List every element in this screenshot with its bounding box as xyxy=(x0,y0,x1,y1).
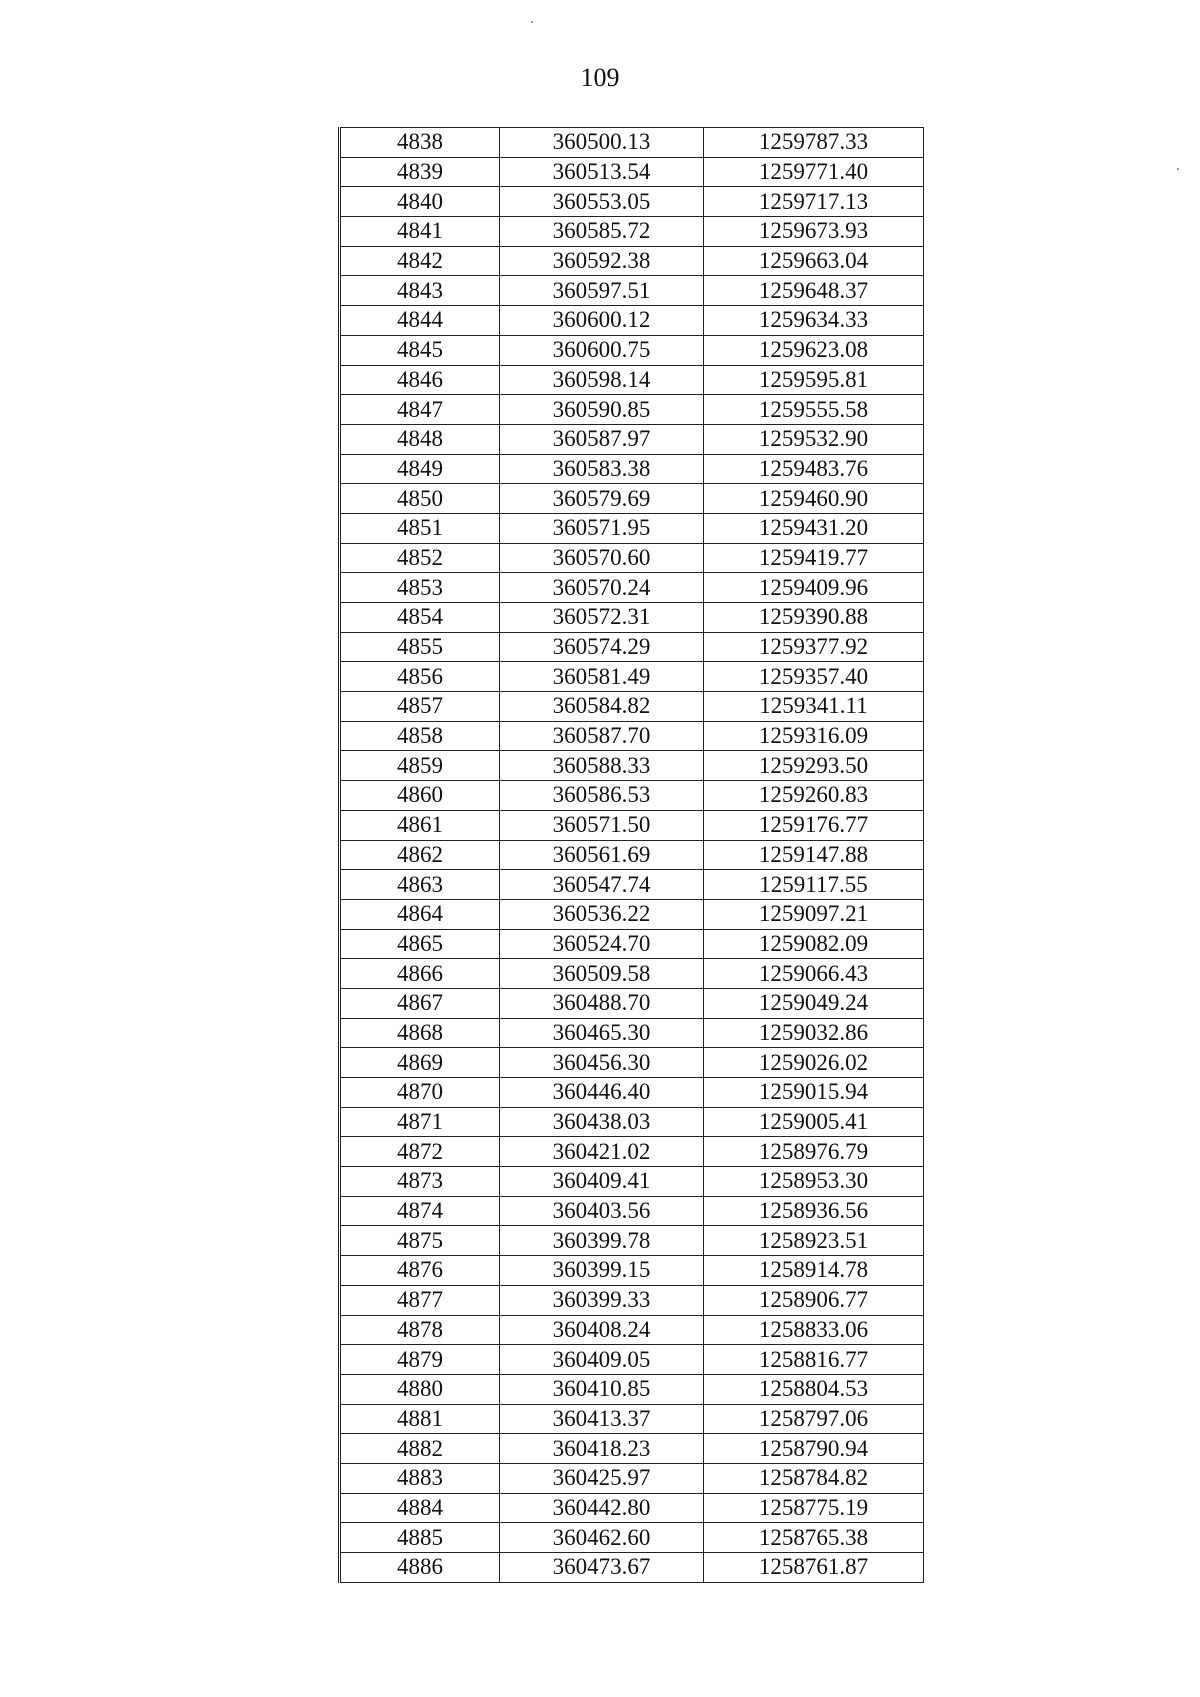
table-row xyxy=(340,187,924,217)
x-coordinate-cell: 360462.60 xyxy=(500,1523,704,1553)
table-row xyxy=(340,217,924,247)
y-coordinate-cell: 1258790.94 xyxy=(704,1434,924,1464)
point-number-cell: 4854 xyxy=(340,603,500,633)
coordinates-table xyxy=(338,127,924,1583)
x-coordinate-cell: 360399.78 xyxy=(500,1226,704,1256)
table-row xyxy=(340,1018,924,1048)
y-coordinate-cell: 1258976.79 xyxy=(704,1137,924,1167)
point-number-cell: 4869 xyxy=(340,1048,500,1078)
y-coordinate-cell: 1259460.90 xyxy=(704,484,924,514)
point-number-cell: 4857 xyxy=(340,692,500,722)
x-coordinate-cell: 360571.95 xyxy=(500,513,704,543)
y-coordinate-cell: 1259555.58 xyxy=(704,395,924,425)
x-coordinate-cell: 360600.12 xyxy=(500,306,704,336)
table-row xyxy=(340,1463,924,1493)
point-number-cell: 4865 xyxy=(340,929,500,959)
x-coordinate-cell: 360513.54 xyxy=(500,157,704,187)
point-number-cell: 4845 xyxy=(340,335,500,365)
y-coordinate-cell: 1258906.77 xyxy=(704,1285,924,1315)
x-coordinate-cell: 360586.53 xyxy=(500,781,704,811)
table-row xyxy=(340,692,924,722)
table-row xyxy=(340,1196,924,1226)
point-number-cell: 4874 xyxy=(340,1196,500,1226)
x-coordinate-cell: 360570.24 xyxy=(500,573,704,603)
y-coordinate-cell: 1258775.19 xyxy=(704,1493,924,1523)
point-number-cell: 4882 xyxy=(340,1434,500,1464)
point-number-cell: 4870 xyxy=(340,1078,500,1108)
point-number-cell: 4875 xyxy=(340,1226,500,1256)
x-coordinate-cell: 360473.67 xyxy=(500,1553,704,1583)
y-coordinate-cell: 1259082.09 xyxy=(704,929,924,959)
y-coordinate-cell: 1259673.93 xyxy=(704,217,924,247)
x-coordinate-cell: 360547.74 xyxy=(500,870,704,900)
point-number-cell: 4856 xyxy=(340,662,500,692)
table-row xyxy=(340,395,924,425)
table-row xyxy=(340,1167,924,1197)
x-coordinate-cell: 360413.37 xyxy=(500,1404,704,1434)
y-coordinate-cell: 1259049.24 xyxy=(704,988,924,1018)
y-coordinate-cell: 1259390.88 xyxy=(704,603,924,633)
x-coordinate-cell: 360598.14 xyxy=(500,365,704,395)
x-coordinate-cell: 360600.75 xyxy=(500,335,704,365)
point-number-cell: 4868 xyxy=(340,1018,500,1048)
x-coordinate-cell: 360409.41 xyxy=(500,1167,704,1197)
x-coordinate-cell: 360587.97 xyxy=(500,424,704,454)
x-coordinate-cell: 360399.33 xyxy=(500,1285,704,1315)
point-number-cell: 4843 xyxy=(340,276,500,306)
table-row xyxy=(340,276,924,306)
table-row xyxy=(340,1404,924,1434)
point-number-cell: 4860 xyxy=(340,781,500,811)
x-coordinate-cell: 360571.50 xyxy=(500,810,704,840)
point-number-cell: 4867 xyxy=(340,988,500,1018)
y-coordinate-cell: 1259483.76 xyxy=(704,454,924,484)
x-coordinate-cell: 360409.05 xyxy=(500,1345,704,1375)
y-coordinate-cell: 1259431.20 xyxy=(704,513,924,543)
x-coordinate-cell: 360581.49 xyxy=(500,662,704,692)
point-number-cell: 4849 xyxy=(340,454,500,484)
x-coordinate-cell: 360488.70 xyxy=(500,988,704,1018)
y-coordinate-cell: 1259419.77 xyxy=(704,543,924,573)
x-coordinate-cell: 360399.15 xyxy=(500,1256,704,1286)
table-row xyxy=(340,335,924,365)
point-number-cell: 4877 xyxy=(340,1285,500,1315)
x-coordinate-cell: 360561.69 xyxy=(500,840,704,870)
point-number-cell: 4851 xyxy=(340,513,500,543)
x-coordinate-cell: 360408.24 xyxy=(500,1315,704,1345)
table-row xyxy=(340,1256,924,1286)
y-coordinate-cell: 1259005.41 xyxy=(704,1107,924,1137)
table-row xyxy=(340,1107,924,1137)
table-row xyxy=(340,959,924,989)
scan-speck xyxy=(1177,168,1179,170)
y-coordinate-cell: 1259787.33 xyxy=(704,128,924,158)
point-number-cell: 4866 xyxy=(340,959,500,989)
y-coordinate-cell: 1258953.30 xyxy=(704,1167,924,1197)
y-coordinate-cell: 1259026.02 xyxy=(704,1048,924,1078)
table-row xyxy=(340,988,924,1018)
x-coordinate-cell: 360418.23 xyxy=(500,1434,704,1464)
x-coordinate-cell: 360588.33 xyxy=(500,751,704,781)
y-coordinate-cell: 1259409.96 xyxy=(704,573,924,603)
x-coordinate-cell: 360456.30 xyxy=(500,1048,704,1078)
x-coordinate-cell: 360553.05 xyxy=(500,187,704,217)
x-coordinate-cell: 360421.02 xyxy=(500,1137,704,1167)
point-number-cell: 4881 xyxy=(340,1404,500,1434)
x-coordinate-cell: 360583.38 xyxy=(500,454,704,484)
table-row xyxy=(340,1048,924,1078)
point-number-cell: 4884 xyxy=(340,1493,500,1523)
point-number-cell: 4872 xyxy=(340,1137,500,1167)
scan-speck xyxy=(531,21,533,23)
x-coordinate-cell: 360509.58 xyxy=(500,959,704,989)
coordinates-table-body xyxy=(340,128,924,1583)
y-coordinate-cell: 1259595.81 xyxy=(704,365,924,395)
point-number-cell: 4878 xyxy=(340,1315,500,1345)
y-coordinate-cell: 1259316.09 xyxy=(704,721,924,751)
table-row xyxy=(340,1553,924,1583)
table-row xyxy=(340,870,924,900)
table-row xyxy=(340,929,924,959)
x-coordinate-cell: 360536.22 xyxy=(500,899,704,929)
table-row xyxy=(340,721,924,751)
x-coordinate-cell: 360410.85 xyxy=(500,1374,704,1404)
y-coordinate-cell: 1258833.06 xyxy=(704,1315,924,1345)
table-row xyxy=(340,1315,924,1345)
x-coordinate-cell: 360403.56 xyxy=(500,1196,704,1226)
table-row xyxy=(340,128,924,158)
point-number-cell: 4862 xyxy=(340,840,500,870)
table-row xyxy=(340,781,924,811)
point-number-cell: 4853 xyxy=(340,573,500,603)
table-row xyxy=(340,306,924,336)
point-number-cell: 4886 xyxy=(340,1553,500,1583)
table-row xyxy=(340,1523,924,1553)
point-number-cell: 4883 xyxy=(340,1463,500,1493)
table-row xyxy=(340,543,924,573)
y-coordinate-cell: 1259066.43 xyxy=(704,959,924,989)
point-number-cell: 4879 xyxy=(340,1345,500,1375)
y-coordinate-cell: 1259377.92 xyxy=(704,632,924,662)
y-coordinate-cell: 1259147.88 xyxy=(704,840,924,870)
x-coordinate-cell: 360446.40 xyxy=(500,1078,704,1108)
x-coordinate-cell: 360584.82 xyxy=(500,692,704,722)
point-number-cell: 4841 xyxy=(340,217,500,247)
x-coordinate-cell: 360572.31 xyxy=(500,603,704,633)
page-number: 109 xyxy=(580,63,620,92)
y-coordinate-cell: 1258784.82 xyxy=(704,1463,924,1493)
y-coordinate-cell: 1259097.21 xyxy=(704,899,924,929)
y-coordinate-cell: 1259117.55 xyxy=(704,870,924,900)
y-coordinate-cell: 1259341.11 xyxy=(704,692,924,722)
y-coordinate-cell: 1259015.94 xyxy=(704,1078,924,1108)
point-number-cell: 4847 xyxy=(340,395,500,425)
table-row xyxy=(340,484,924,514)
point-number-cell: 4858 xyxy=(340,721,500,751)
y-coordinate-cell: 1258914.78 xyxy=(704,1256,924,1286)
table-row xyxy=(340,365,924,395)
point-number-cell: 4855 xyxy=(340,632,500,662)
x-coordinate-cell: 360500.13 xyxy=(500,128,704,158)
x-coordinate-cell: 360570.60 xyxy=(500,543,704,573)
table-row xyxy=(340,454,924,484)
table-row xyxy=(340,603,924,633)
table-row xyxy=(340,1078,924,1108)
x-coordinate-cell: 360592.38 xyxy=(500,246,704,276)
point-number-cell: 4838 xyxy=(340,128,500,158)
y-coordinate-cell: 1259293.50 xyxy=(704,751,924,781)
point-number-cell: 4873 xyxy=(340,1167,500,1197)
point-number-cell: 4880 xyxy=(340,1374,500,1404)
table-row xyxy=(340,662,924,692)
table-row xyxy=(340,1285,924,1315)
point-number-cell: 4848 xyxy=(340,424,500,454)
point-number-cell: 4864 xyxy=(340,899,500,929)
y-coordinate-cell: 1259260.83 xyxy=(704,781,924,811)
x-coordinate-cell: 360425.97 xyxy=(500,1463,704,1493)
point-number-cell: 4852 xyxy=(340,543,500,573)
point-number-cell: 4839 xyxy=(340,157,500,187)
point-number-cell: 4859 xyxy=(340,751,500,781)
x-coordinate-cell: 360597.51 xyxy=(500,276,704,306)
table-row xyxy=(340,1493,924,1523)
table-row xyxy=(340,751,924,781)
table-row xyxy=(340,840,924,870)
y-coordinate-cell: 1259032.86 xyxy=(704,1018,924,1048)
table-row xyxy=(340,157,924,187)
y-coordinate-cell: 1259648.37 xyxy=(704,276,924,306)
table-row xyxy=(340,1137,924,1167)
y-coordinate-cell: 1259532.90 xyxy=(704,424,924,454)
x-coordinate-cell: 360442.80 xyxy=(500,1493,704,1523)
x-coordinate-cell: 360465.30 xyxy=(500,1018,704,1048)
point-number-cell: 4844 xyxy=(340,306,500,336)
y-coordinate-cell: 1258765.38 xyxy=(704,1523,924,1553)
point-number-cell: 4842 xyxy=(340,246,500,276)
y-coordinate-cell: 1259663.04 xyxy=(704,246,924,276)
table-row xyxy=(340,424,924,454)
x-coordinate-cell: 360524.70 xyxy=(500,929,704,959)
table-row xyxy=(340,1434,924,1464)
point-number-cell: 4863 xyxy=(340,870,500,900)
y-coordinate-cell: 1258816.77 xyxy=(704,1345,924,1375)
y-coordinate-cell: 1259623.08 xyxy=(704,335,924,365)
y-coordinate-cell: 1259634.33 xyxy=(704,306,924,336)
point-number-cell: 4846 xyxy=(340,365,500,395)
point-number-cell: 4850 xyxy=(340,484,500,514)
point-number-cell: 4876 xyxy=(340,1256,500,1286)
y-coordinate-cell: 1258761.87 xyxy=(704,1553,924,1583)
table-row xyxy=(340,1226,924,1256)
y-coordinate-cell: 1258936.56 xyxy=(704,1196,924,1226)
x-coordinate-cell: 360585.72 xyxy=(500,217,704,247)
table-row xyxy=(340,810,924,840)
x-coordinate-cell: 360579.69 xyxy=(500,484,704,514)
y-coordinate-cell: 1258923.51 xyxy=(704,1226,924,1256)
point-number-cell: 4861 xyxy=(340,810,500,840)
x-coordinate-cell: 360590.85 xyxy=(500,395,704,425)
x-coordinate-cell: 360438.03 xyxy=(500,1107,704,1137)
x-coordinate-cell: 360574.29 xyxy=(500,632,704,662)
point-number-cell: 4885 xyxy=(340,1523,500,1553)
table-row xyxy=(340,573,924,603)
y-coordinate-cell: 1259357.40 xyxy=(704,662,924,692)
y-coordinate-cell: 1259771.40 xyxy=(704,157,924,187)
point-number-cell: 4871 xyxy=(340,1107,500,1137)
table-row xyxy=(340,1345,924,1375)
y-coordinate-cell: 1259717.13 xyxy=(704,187,924,217)
y-coordinate-cell: 1259176.77 xyxy=(704,810,924,840)
x-coordinate-cell: 360587.70 xyxy=(500,721,704,751)
y-coordinate-cell: 1258804.53 xyxy=(704,1374,924,1404)
point-number-cell: 4840 xyxy=(340,187,500,217)
table-row xyxy=(340,513,924,543)
table-row xyxy=(340,899,924,929)
table-row xyxy=(340,246,924,276)
table-row xyxy=(340,632,924,662)
y-coordinate-cell: 1258797.06 xyxy=(704,1404,924,1434)
table-row xyxy=(340,1374,924,1404)
